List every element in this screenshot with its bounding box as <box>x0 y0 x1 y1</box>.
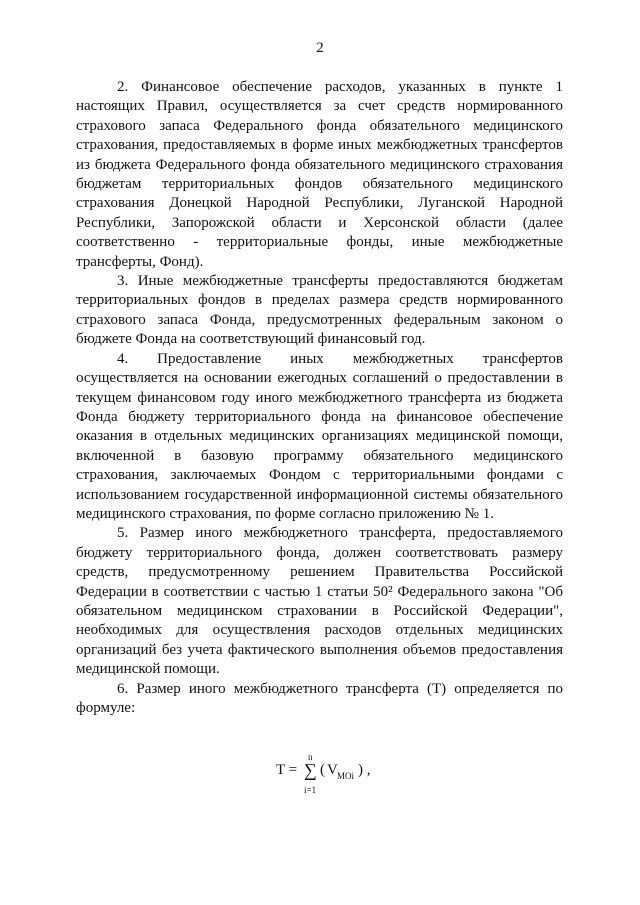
paragraph-3: 3. Иные межбюджетные трансферты предоставляются бюджетам территориальных фондов в пределах размера средств нормированного страхового запаса Фонда, предусмотренных федеральным законом о бюджете Фонда на соответствующий финансовый год. <box>76 273 563 348</box>
formula-lhs: T = <box>276 762 298 778</box>
formula-open-paren: ( <box>320 762 325 778</box>
formula-close-paren: ) , <box>358 762 371 778</box>
paragraph-5: 5. Размер иного межбюджетного трансферта, предоставляемого бюджету территориального фонда, должен соответствовать размеру средств, предусмотренному решением Правительства Российской Федерации в соответствии с частью 1 статьи 50² Федерального закона "Об обязательном медицинском страховании в Российской Федерации", необходимых для осуществления расходов отдельных медицинских организаций без учета фактического выполнения объемов предоставления медицинской помощи. <box>76 525 563 678</box>
summation-symbol: ∑ <box>304 760 317 780</box>
summation-lower-limit: i=1 <box>304 785 317 795</box>
formula-body <box>276 752 396 802</box>
paragraph-4: 4. Предоставление иных межбюджетных трансфертов осуществляется на основании ежегодных соглашений о предоставлении в текущем финансовом году иного межбюджетного трансферта из бюджета Фонда бюджету территориального фонда на финансовое обеспечение оказания в отдельных медицинских организациях медицинской помощи, включенной в базовую программу обязательного медицинского страхования, заключаемых Фондом с территориальными фондами с использованием государственной информационной системы обязательного медицинского страхования, по форме согласно приложению № 1. <box>76 350 563 522</box>
formula-variable-subscript: МОi <box>337 771 355 781</box>
summation-upper-limit: n <box>308 752 313 762</box>
transfer-formula <box>0 752 640 802</box>
page-number: 2 <box>316 40 324 56</box>
document-body <box>76 78 563 718</box>
formula-variable: V <box>327 762 338 778</box>
paragraph-2: 2. Финансовое обеспечение расходов, указанных в пункте 1 настоящих Правил, осуществляется за счет средств нормированного страхового запаса Федерального фонда обязательного медицинского страхования, предоставляемых в форме иных межбюджетных трансфертов из бюджета Федерального фонда обязательного медицинского страхования бюджетам территориальных фондов обязательного медицинского страхования Донецкой Народной Республики, Луганской Народной Республики, Запорожской области и Херсонской области (далее соответственно - территориальные фонды, иные межбюджетные трансферты, Фонд). <box>76 79 563 270</box>
paragraph-6: 6. Размер иного межбюджетного трансферта (Т) определяется по формуле: <box>76 680 563 716</box>
summation <box>304 752 318 802</box>
